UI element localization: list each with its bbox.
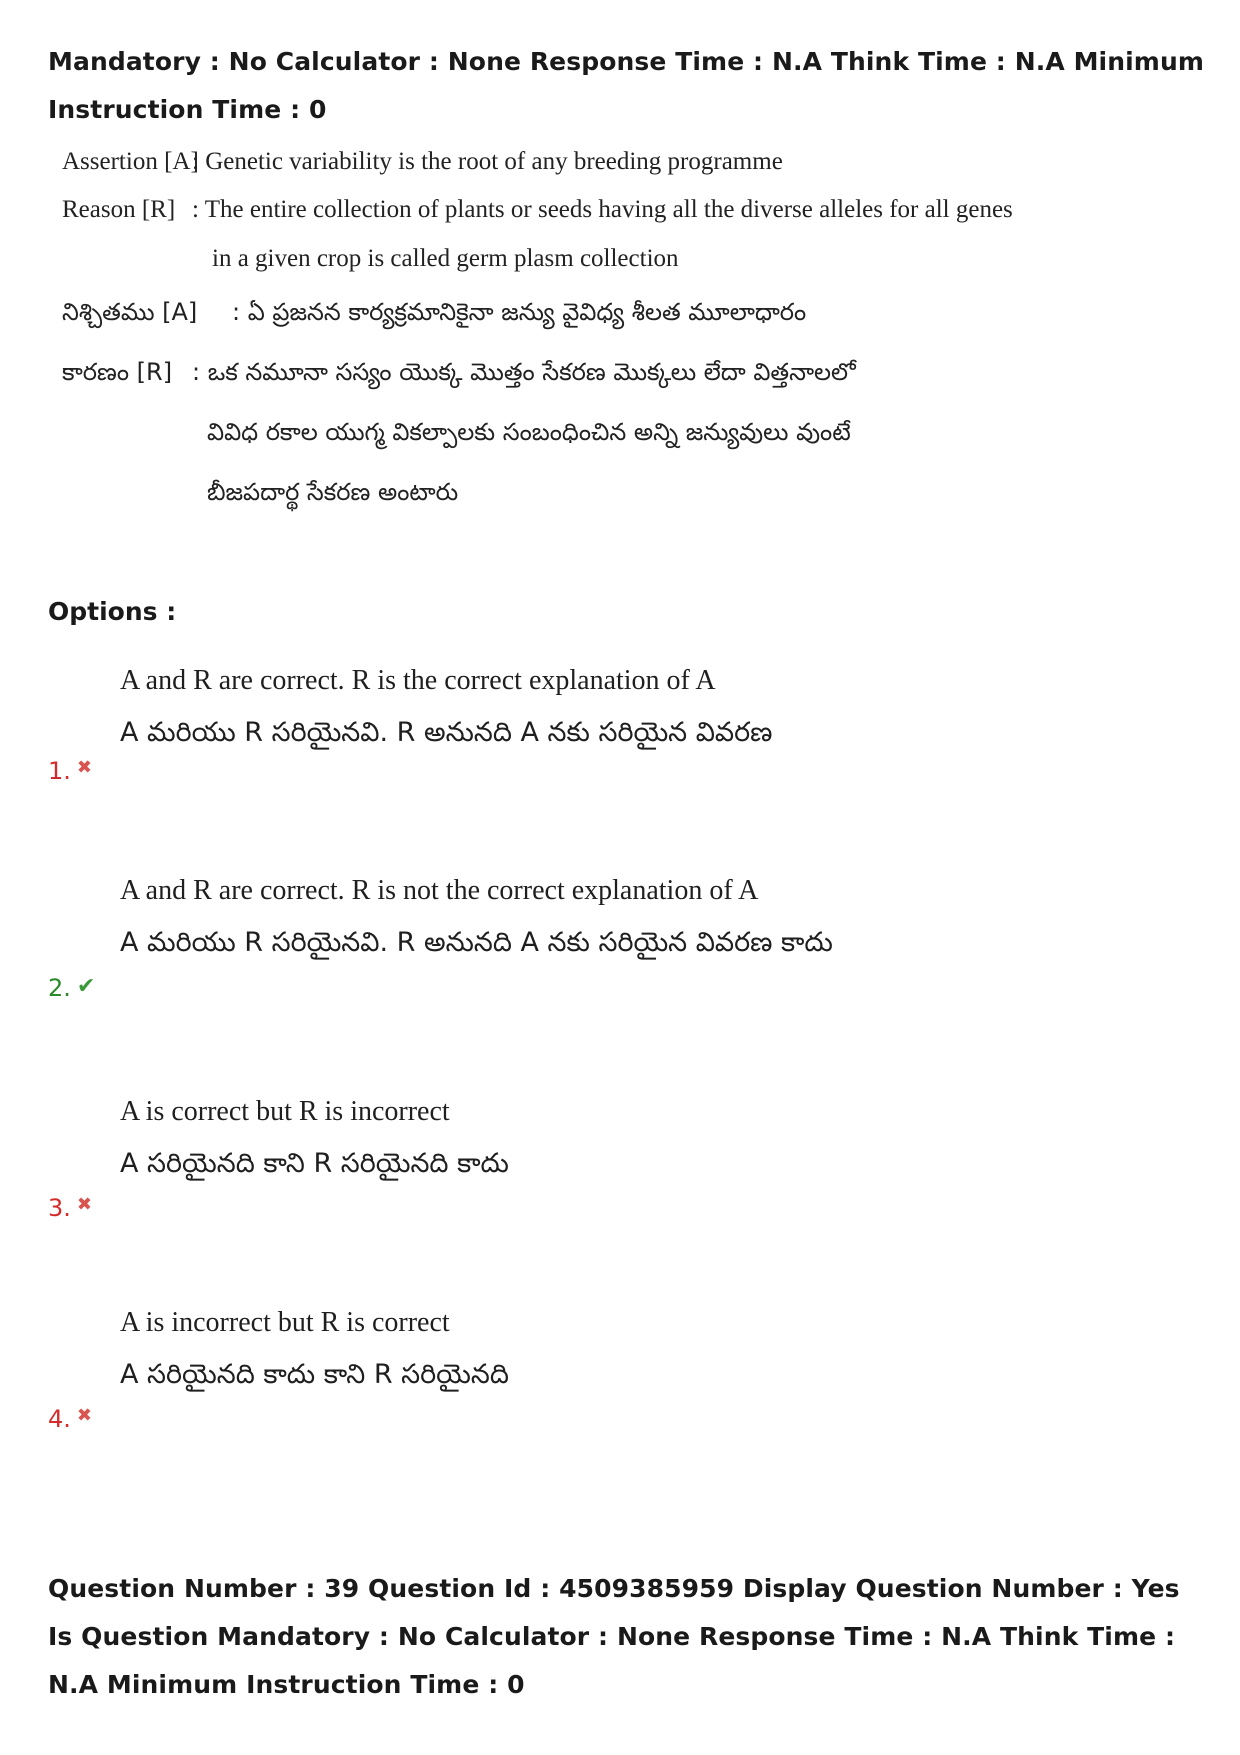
option-1-text-en: A and R are correct. R is the correct explanation of A: [120, 665, 716, 696]
option-2-number: 2.: [48, 974, 71, 1002]
option-3[interactable]: [48, 1096, 1148, 1256]
reason-text-line1: : The entire collection of plants or seeds having all the diverse alleles for all genes: [192, 196, 1013, 223]
option-2[interactable]: [48, 875, 1148, 1035]
reason-te-line2: వివిధ రకాల యుగ్మ వికల్పాలకు సంబంధించిన అన్ని జన్యువులు వుంటే: [207, 418, 851, 446]
option-3-marker: [48, 1194, 92, 1222]
reason-te-label: కారణం [R]: [62, 358, 173, 386]
reason-te-line1: : ఒక నమూనా సస్యం యొక్క మొత్తం సేకరణ మొక్కలు లేదా విత్తనాలలో: [192, 358, 856, 386]
reason-te-line3: బీజపదార్థ సేకరణ అంటారు: [207, 478, 459, 506]
option-4-text-en: A is incorrect but R is correct: [120, 1307, 450, 1338]
reason-text-line2: in a given crop is called germ plasm collection: [212, 245, 679, 272]
wrong-mark-icon: ✖: [76, 757, 92, 778]
option-4-text-te: A సరియైనది కాదు కాని R సరియైనది: [120, 1359, 509, 1390]
assertion-te-label: నిశ్చితము [A]: [62, 298, 198, 326]
option-2-text-te: A మరియు R సరియైనవి. R అనునది A నకు సరియైన వివరణ కాదు: [120, 927, 833, 958]
assertion-label: Assertion [A]: [62, 148, 199, 175]
option-1[interactable]: [48, 665, 1148, 825]
option-4-number: 4.: [48, 1405, 71, 1433]
option-3-number: 3.: [48, 1194, 71, 1222]
assertion-te-text: : ఏ ప్రజనన కార్యక్రమానికైనా జన్యు వైవిధ్య శీలత మూలాధారం: [232, 298, 807, 326]
option-1-text-te: A మరియు R సరియైనవి. R అనునది A నకు సరియైన వివరణ: [120, 717, 773, 748]
reason-label: Reason [R]: [62, 196, 176, 223]
wrong-mark-icon: ✖: [76, 1194, 92, 1215]
option-2-marker: [48, 974, 95, 1002]
wrong-mark-icon: ✖: [76, 1405, 92, 1426]
option-2-text-en: A and R are correct. R is not the correct explanation of A: [120, 875, 759, 906]
correct-mark-icon: ✔: [76, 974, 96, 999]
option-3-text-en: A is correct but R is incorrect: [120, 1096, 450, 1127]
question-meta-header: Mandatory : No Calculator : None Response Time : N.A Think Time : N.A Minimum Instruction Time : 0: [48, 47, 1204, 124]
next-question-meta: Question Number : 39 Question Id : 4509385959 Display Question Number : Yes Is Question Mandatory : No Calculator : None Response Time : N.A Think Time : N.A Minimum Instruction Time : 0: [48, 1574, 1180, 1699]
option-1-number: 1.: [48, 757, 71, 785]
option-1-marker: [48, 757, 92, 785]
option-3-text-te: A సరియైనది కాని R సరియైనది కాదు: [120, 1148, 509, 1179]
options-heading: Options :: [48, 597, 177, 626]
assertion-text: : Genetic variability is the root of any breeding programme: [192, 148, 783, 175]
option-4-marker: [48, 1405, 92, 1433]
option-4[interactable]: [48, 1307, 1148, 1467]
